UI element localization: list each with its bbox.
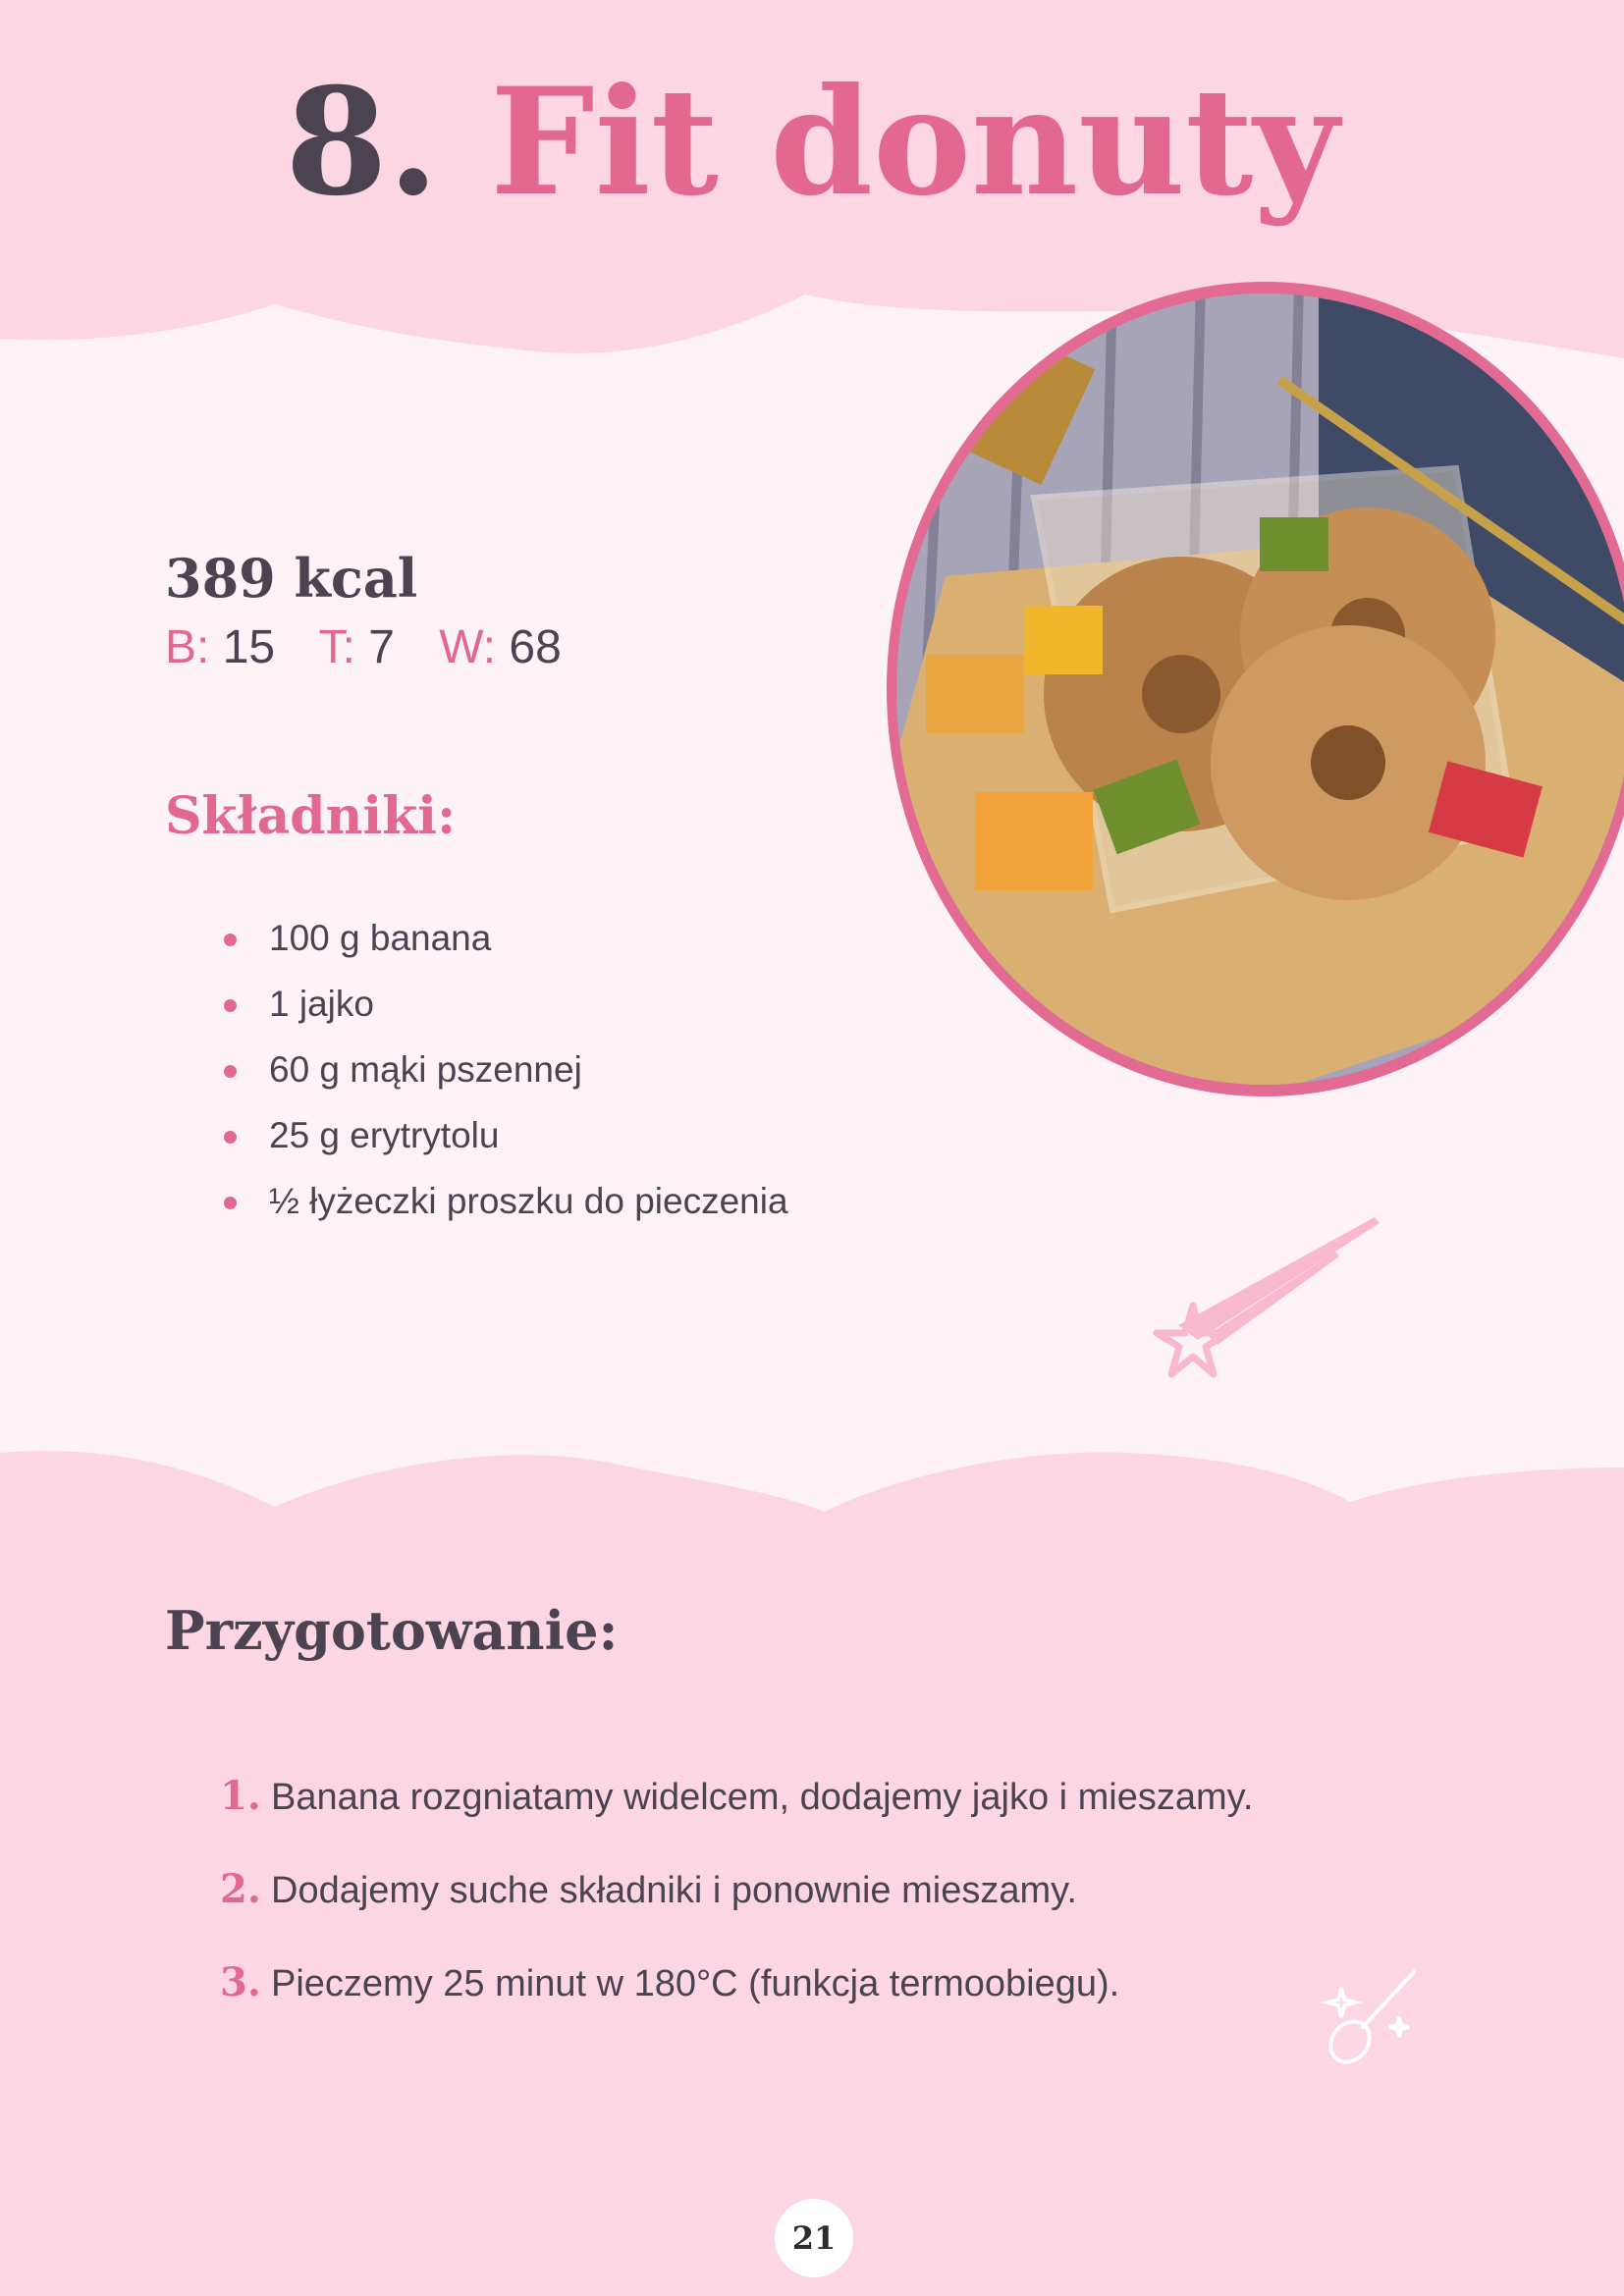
calories: 389 kcal	[165, 547, 418, 610]
step-number: 1.	[220, 1773, 261, 1819]
ingredient-text: 25 g erytrytolu	[269, 1115, 500, 1155]
step-text: Dodajemy suche składniki i ponownie mieszamy.	[271, 1870, 1077, 1911]
ingredient-text: 60 g mąki pszennej	[269, 1049, 582, 1090]
ingredient-item	[220, 973, 788, 1039]
ingredient-item	[220, 1170, 788, 1236]
macro-carbs-value: 68	[509, 621, 562, 673]
bullet-icon	[224, 1131, 237, 1144]
ingredient-item	[220, 1104, 788, 1170]
step-number: 2.	[220, 1866, 261, 1912]
ingredient-item	[220, 907, 788, 973]
preparation-heading: Przygotowanie:	[165, 1599, 619, 1662]
macro-protein-label: B:	[165, 621, 210, 673]
bullet-icon	[224, 1065, 237, 1078]
page-number: 21	[775, 2199, 853, 2277]
bullet-icon	[224, 999, 237, 1012]
macro-fat-label: T:	[318, 621, 355, 673]
preparation-steps	[220, 1767, 1253, 2047]
step-item	[220, 1953, 1253, 2047]
step-number: 3.	[220, 1959, 261, 2005]
bullet-icon	[224, 934, 237, 946]
macro-fat-value: 7	[368, 621, 395, 673]
ingredients-list	[220, 907, 788, 1236]
spoon-sparkle-icon	[1316, 1958, 1434, 2076]
ingredient-text: ½ łyżeczki proszku do pieczenia	[269, 1181, 788, 1221]
step-text: Banana rozgniatamy widelcem, dodajemy jajko i mieszamy.	[271, 1777, 1254, 1818]
step-item	[220, 1860, 1253, 1953]
recipe-title	[0, 56, 1624, 229]
ingredient-item	[220, 1039, 788, 1104]
step-item	[220, 1767, 1253, 1860]
shooting-star-icon	[1139, 1207, 1394, 1384]
macros	[165, 621, 562, 673]
recipe-number: 8.	[285, 56, 439, 229]
macro-protein-value: 15	[222, 621, 276, 673]
dish-photo	[887, 282, 1624, 1096]
ingredient-text: 1 jajko	[269, 984, 374, 1024]
ingredients-heading: Składniki:	[165, 786, 457, 846]
macro-carbs-label: W:	[439, 621, 497, 673]
bullet-icon	[224, 1197, 237, 1209]
recipe-name: Fit donuty	[490, 56, 1339, 229]
step-text: Pieczemy 25 minut w 180°C (funkcja termoobiegu).	[271, 1963, 1120, 2004]
ingredient-text: 100 g banana	[269, 918, 492, 958]
